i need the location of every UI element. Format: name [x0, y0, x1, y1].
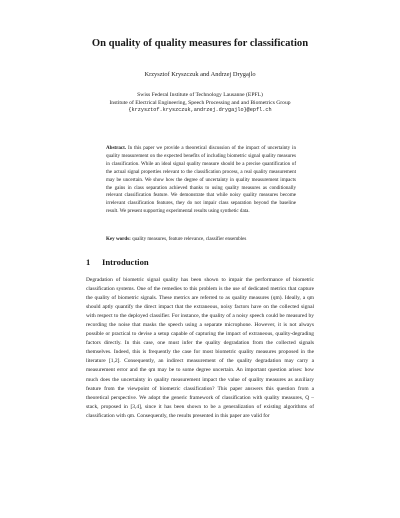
abstract-text: In this paper we provide a theoretical discussion of the impact of uncertainty in quality measurement on the expected benefits of including biometric signal quality measures in classification. While an ideal signal quality measure should be a precise quantification of the actual signal properties relevant to the classification process, a real quality measurement may be uncertain. We show how the degree of uncertainty in quality measurement impacts the gains in class separation achieved thanks to using quality measures as conditionally relevant classification feature. We demonstrate that while noisy quality measures become irrelevant classification features, they do not impair class separation beyond the baseline result. We present supporting experimental results using synthetic data.: [106, 145, 296, 215]
body-paragraph: Degradation of biometric signal quality has been shown to impair the performance of biometric classification systems. One of the remedies to this problem is the use of dedicated metrics that capture the quality of biometric signals. These metrics are referred to as quality measures (qm). Ideally, a qm should aptly quantify the direct impact that the extraneous, noisy factors have on the collected signal with respect to the deployed classifier. For instance, the quality of a noisy speech could be measured by recording the noise that masks the speech using a separate microphone. However, it is not always possible or practical to devise a setup capable of capturing the impact of extraneous, quality-degrading factors directly. In this case, one must infer the quality degradation from the collected signals themselves. Indeed, this is frequently the case for most biometric quality measures proposed in the literature [1,2]. Consequently, an indirect measurement of the quality degradation may carry a measurement error and the qm may be to some degree uncertain. An important question arises: how much does the uncertainty in quality measurement impact the value of quality measures as auxiliary feature from the viewpoint of biometric classification? This paper answers this question from a theoretical perspective. We adopt the generic framework of classification with quality measures, Q – stack, proposed in [3,4], since it has been shown to be a generalization of existing algorithms of classification with qm. Consequently, the results presented in this paper are valid for: [86, 277, 314, 419]
abstract-label: Abstract.: [106, 145, 127, 151]
paper-authors: Krzysztof Kryszczuk and Andrzej Drygajlo: [144, 71, 256, 78]
affiliation-institute: Swiss Federal Institute of Technology Lausanne (EPFL): [137, 92, 263, 98]
keywords-text: quality measures, feature relevance, classifier ensembles: [132, 236, 247, 242]
affiliation-block: [0, 92, 400, 115]
section-heading: [86, 257, 149, 267]
section-number: 1: [86, 257, 91, 267]
section-title: Introduction: [102, 257, 149, 267]
abstract-block: [106, 145, 296, 216]
author-email: {krzysztof.kryszczuk,andrzej.drygajlo}@epfl.ch: [128, 107, 272, 114]
affiliation-group: Institute of Electrical Engineering, Speech Processing and and Biometrics Group: [109, 99, 291, 106]
keywords-label: Key words:: [106, 236, 131, 242]
paper-title: On quality of quality measures for classification: [91, 38, 309, 49]
body-text-block: [86, 276, 314, 421]
keywords-block: [106, 236, 296, 244]
